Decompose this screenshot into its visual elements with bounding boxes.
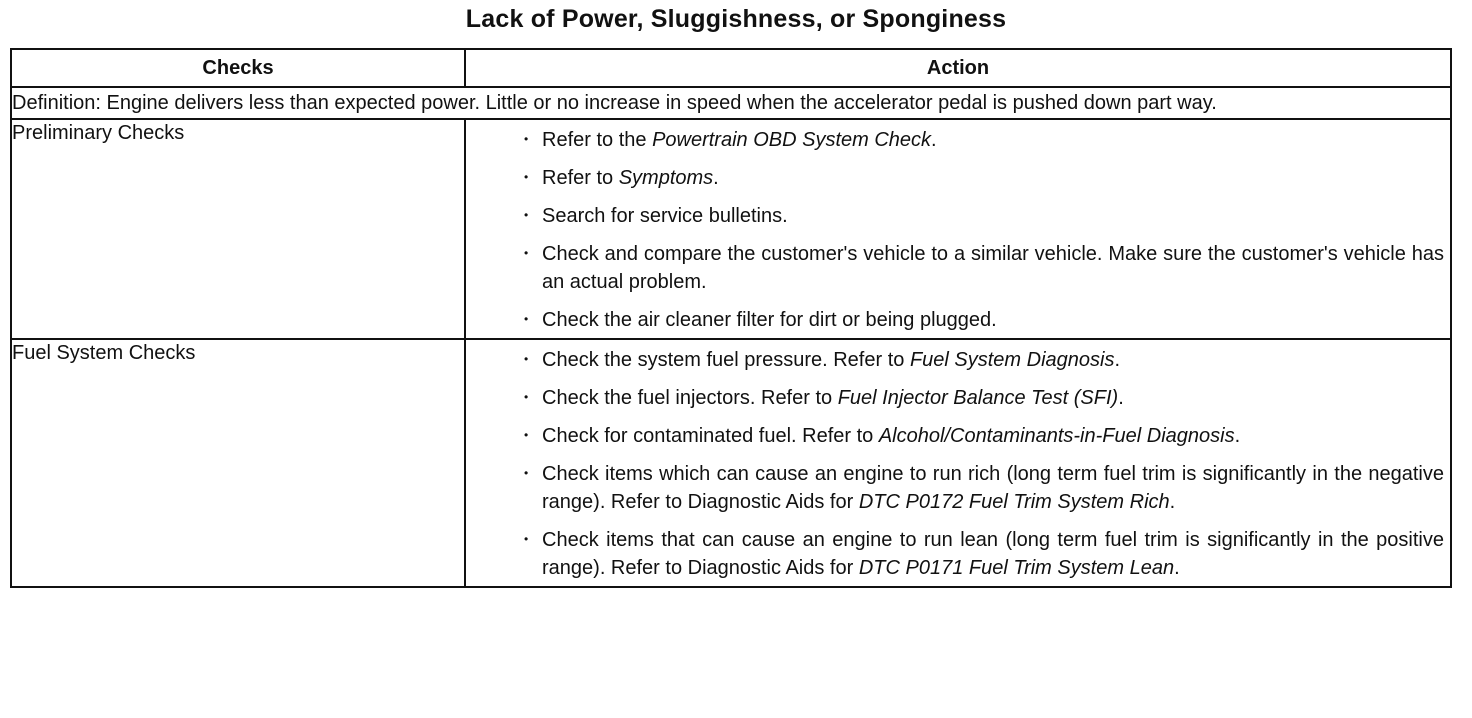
definition-text: Definition: Engine delivers less than expected power. Little or no increase in speed when the accelerator pedal is pushed down part way. xyxy=(11,87,1451,119)
page-title: Lack of Power, Sluggishness, or Sponginess xyxy=(465,5,1007,33)
checks-column-header: Checks xyxy=(11,49,465,87)
action-item: • Check the air cleaner filter for dirt or being plugged. xyxy=(504,300,1444,338)
action-item: • Check items that can cause an engine to run lean (long term fuel trim is significantly in the positive range). Refer to Diagnostic Aids for DTC P0171 Fuel Trim System Lean. xyxy=(504,520,1444,586)
header-row xyxy=(11,49,1451,87)
reference-link: Alcohol/Contaminants-in-Fuel Diagnosis xyxy=(878,425,1235,447)
reference-link: DTC P0172 Fuel Trim System Rich xyxy=(858,491,1170,513)
action-item: • Refer to Symptoms. xyxy=(504,158,1444,196)
reference-link: Powertrain OBD System Check xyxy=(652,129,932,151)
action-item: • Check items which can cause an engine to run rich (long term fuel trim is significantly in the negative range). Refer to Diagnostic Aids for DTC P0172 Fuel Trim System Rich. xyxy=(504,454,1444,520)
table-row xyxy=(11,339,1451,587)
reference-link: Fuel Injector Balance Test (SFI) xyxy=(837,387,1119,409)
action-cell-fuel-system xyxy=(465,339,1451,587)
action-item: • Check for contaminated fuel. Refer to Alcohol/Contaminants-in-Fuel Diagnosis. xyxy=(504,416,1444,454)
definition-row xyxy=(11,87,1451,119)
table-row xyxy=(11,119,1451,339)
action-item: • Check and compare the customer's vehicle to a similar vehicle. Make sure the customer's vehicle has an actual problem. xyxy=(504,234,1444,300)
action-item: • Check the fuel injectors. Refer to Fuel Injector Balance Test (SFI). xyxy=(504,378,1444,416)
reference-link: Symptoms xyxy=(618,167,714,189)
reference-link: Fuel System Diagnosis xyxy=(909,349,1115,371)
action-item: • Check the system fuel pressure. Refer to Fuel System Diagnosis. xyxy=(504,340,1444,378)
check-name-fuel-system: Fuel System Checks xyxy=(11,339,465,587)
action-item: • Search for service bulletins. xyxy=(504,196,1444,234)
action-list-preliminary xyxy=(466,120,1450,338)
action-cell-preliminary xyxy=(465,119,1451,339)
diagnosis-table xyxy=(10,48,1452,588)
check-name-preliminary: Preliminary Checks xyxy=(11,119,465,339)
action-column-header: Action xyxy=(465,49,1451,87)
action-item: • Refer to the Powertrain OBD System Check. xyxy=(504,120,1444,158)
reference-link: DTC P0171 Fuel Trim System Lean xyxy=(858,557,1175,579)
action-list-fuel-system xyxy=(466,340,1450,586)
